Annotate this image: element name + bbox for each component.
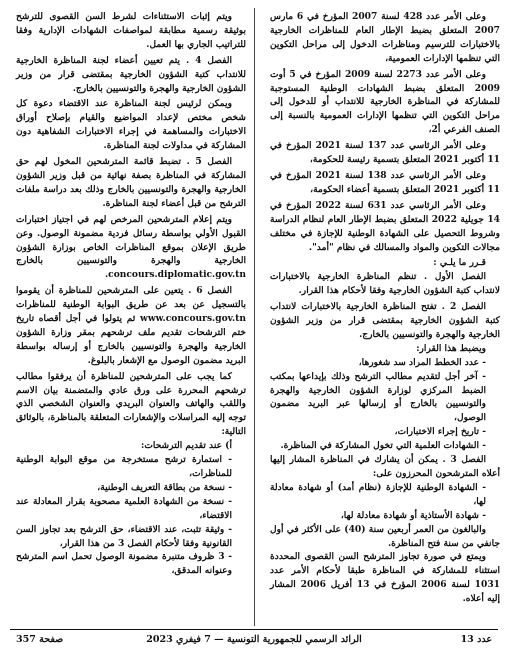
column-divider [254,8,255,626]
journal-title-date: الرائد الرسمي للجمهورية التونسية — 7 فيفري 2023 [146,634,362,645]
paragraph: الفصل 3 . يمكن أن يشارك في المناظرة المشار إليها أعلاه المترشحون المحرزون على: [270,454,500,479]
paragraph: - استمارة ترشح مستخرجة من موقع البوابة الوطنية للمناظرات، [16,454,232,479]
left-column [16,10,246,578]
paragraph: أ) عند تقديم الترشحات: [141,440,232,452]
paragraph: الفصل 2 . تفتح المناظرة الخارجية بالاختبارات لانتداب كتبة الشؤون الخارجية بمقتضى قرار من وزير الشؤون الخارجية والهجرة والتونسيين بالخارج. [270,301,500,340]
paragraph: وعلى الأمر عدد 2273 لسنة 2009 المؤرخ في 5 أوت 2009 المتعلق بضبط الشهادات الوطنية المستوجبة للمشاركة في المناظرة الخارجية للانتداب أو للدخول إلى مراحل التكوين التي تنظمها الإدارات العمومية بالنسبة إلى الصنف الفرعي أ2، [270,68,500,136]
paragraph: الفصل الأول . تنظم المناظرة الخارجية بالاختبارات لانتداب كتبة الشؤون الخارجية وفقا لأحكام هذا القرار. [270,271,500,297]
paragraph: ويمتع في صورة تجاوز المترشح السن القصوى المحددة استثناء للمشاركة في المناظرة طبقا لأحكام الأمر عدد 1031 لسنة 2006 المؤرخ في 13 أفريل 2006 المشار إليه أعلاه. [270,551,500,605]
paragraph: ويضبط هذا القرار: [416,342,486,354]
footer-rule [10,629,498,630]
paragraph: - 3 ظروف متنبرة مضمونة الوصول تحمل اسم المترشح وعنوانه المدقق، [16,551,232,577]
page-footer [12,634,496,650]
paragraph: - نسخة من الشهادة العلمية مصحوبة بقرار المعادلة عند الاقتضاء، [16,495,232,521]
paragraph: - نسخة من بطاقة التعريف الوطنية، [97,481,232,493]
paragraph: ويتم إعلام المترشحين المرخص لهم في اجتياز اختبارات القبول الأولي بواسطة رسائل فردية مضمونة الوصول. وعن طريق الإعلان بموقع المناظرات الخاص بوزارة الشؤون الخارجية والهجرة والتونسيين بالخارج concours.diplomatic.gov.tn. [16,213,246,281]
paragraph: - الشهادات العلمية التي تخول المشاركة في المناظرة. [280,440,486,452]
paragraph: وعلى الأمر الرئاسي عدد 137 لسنة 2021 المؤرخ في 11 أكتوبر 2021 المتعلق بتسمية رئيسة للحكومة، [270,140,500,166]
paragraph: - شهادة الأستاذية أو شهادة معادلة لها، [340,509,486,521]
paragraph: والبالغون من العمر أربعين سنة (40) على الأكثر في أول جانفي من سنة فتح المناظرة. [270,523,500,549]
paragraph: الفصل 5 . تضبط قائمة المترشحين المخول لهم حق المشاركة في المناظرة بصفة نهائية من قبل وزير الشؤون الخارجية والهجرة والتونسيين بالخارج وذلك بعد دراسة ملفات الترشح من قبل أعضاء لجنة المناظرة. [16,156,246,209]
paragraph: وعلى الأمر الرئاسي عدد 138 لسنة 2021 المؤرخ في 11 أكتوبر 2021 المتعلق بتسمية أعضاء الحكومة، [270,169,500,195]
paragraph: الفصل 6 . يتعين على المترشحين للمناظرة أن يقوموا بالتسجيل عن بعد عن طريق البوابة الوطنية للمناظرات www.concours.gov.tn ثم يتولوا في أجل أقصاه تاريخ ختم الترشحات تقديم ملف ترشحهم بمقر وزارة الشؤون الخارجية والهجرة والتونسيين بالخارج أو إرساله بواسطة البريد مضمون الوصول مع الإشعار بالبلوغ. [16,285,246,366]
paragraph: وعلى الأمر الرئاسي عدد 631 لسنة 2022 المؤرخ في 14 جويلية 2022 المتعلق بضبط الإطار العام لنظام الدراسة وشروط التحصيل على الشهادة الوطنية للإجازة في مختلف مجالات التكوين والمواد والمسالك في نظام "أمد". [270,199,500,253]
paragraph: ويمكن لرئيس لجنة المناظرة عند الاقتضاء دعوة كل شخص مختص لإعداد المواضيع والقيام بإصلاح أوراق الاختبارات والمساهمة في إجراء الاختبارات الشفاهية دون المشاركة في مداولات لجنة المناظرة. [16,98,246,152]
paragraph: - وثيقة تثبت، عند الاقتضاء، حق الترشح بعد تجاوز السن القانونية وفقا لأحكام الفصل 3 من هذا القرار، [16,523,232,549]
paragraph: ويتم إثبات الاستثناءات لشرط السن القصوى للترشح بوثيقة رسمية مطابقة لمواصفات الشهادات الإدارية وفقا للتراتيب الجاري بها العمل. [16,11,246,50]
right-column [270,10,500,606]
paragraph: قـرر ما يلـي : [433,257,486,269]
paragraph: - الشهادة الوطنية للإجازة (نظام أمد) أو شهادة معادلة لها، [270,481,486,507]
paragraph: - تاريخ إجراء الاختبارات، [394,426,486,438]
issue-number: عدد 13 [460,634,492,645]
paragraph: - عدد الخطط المراد سد شغورها، [358,356,486,368]
paragraph: كما يجب على المترشحين للمناظرة أن يرفقوا مطالب ترشحهم المحررة على ورق عادي والمتضمنة بيان الاسم واللقب والهاتف والعنوان البريدي والعنوان الشخصي الذي توجه إليه المراسلات والإشعارات المتعلقة بالمناظرة، بالوثائق التالية: [16,370,246,438]
paragraph: - آخر أجل لتقديم مطالب الترشح وذلك بإيداعها بمكتب الضبط المركزي لوزارة الشؤون الخارجية والهجرة والتونسيين بالخارج أو إرسالها عبر البريد مضمون الوصول، [270,370,486,424]
paragraph: الفصل 4 . يتم تعيين أعضاء لجنة المناظرة الخارجية للانتداب كتبة الشؤون الخارجية بمقتضى قرار من وزير الشؤون الخارجية والهجرة والتونسيين بالخارج. [16,54,246,94]
page-number: صفحة 357 [16,634,64,645]
paragraph: وعلى الأمر عدد 428 لسنة 2007 المؤرخ في 6 مارس 2007 المتعلق بضبط الإطار العام للمناظرات الخارجية بالاختبارات للترسيم ومناظرات الدخول إلى مراحل التكوين التي تنظمها الإدارات العمومية، [270,11,500,64]
